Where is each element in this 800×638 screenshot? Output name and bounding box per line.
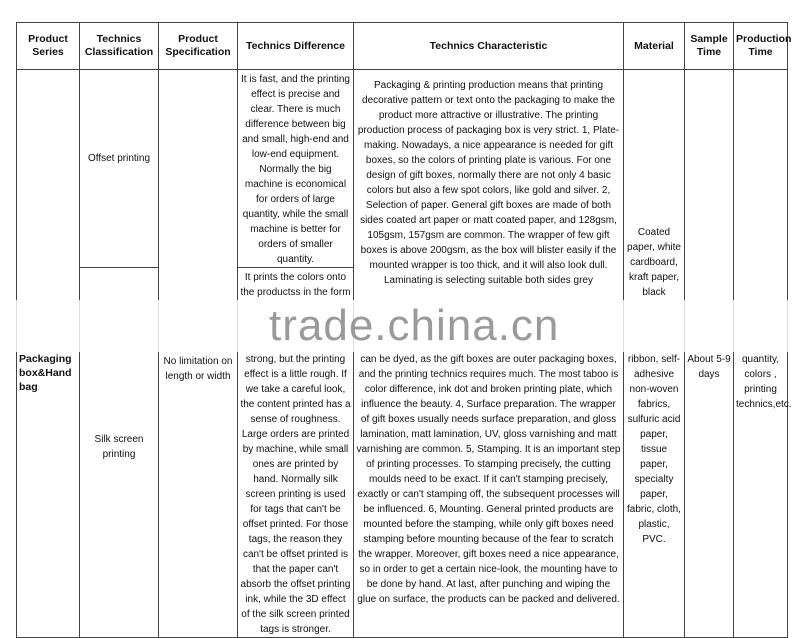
production-time-cell (734, 352, 792, 638)
header-sample-time: Sample Time (685, 23, 734, 70)
table-row-offset (17, 70, 788, 268)
material-part2: ribbon, self-adhesive non-woven fabrics, sulfuric acid paper, tissue paper, specialty paper, fabric, cloth, plastic, PVC. (624, 352, 685, 638)
band-cell (734, 300, 788, 352)
classification-offset: Offset printing (80, 70, 159, 268)
characteristic-part2: can be dyed, as the gift boxes are outer packaging boxes, and the printing technics requires much. The most taboo is color difference, ink dot and broken printing plate, which influence the beauty. 4, Surface preparation. The wrapper of gift boxes usually needs surface preparation, and gloss lamination, matt lamination, UV, gloss varnishing and matt varnishing are common. 5, Stamping. It is an important step of printing processes. To stamping precisely, the cutting moulds need to be exact. If it can't stamping precisely, exactly or can't stamping off, the subsequent processes will be influenced. 6, Mounting. General printed products are mounted before the stamping, while only gift boxes need stamping before mounting because of the fear to scratch the wrapper. Moreover, gift boxes need a nice appearance, so in order to get a certain nice-look, the mounting have to be done by hand. At last, after punching and wiping the glue on surface, the products can be packed and delivered. (354, 352, 624, 638)
header-technics-classification: Technics Classification (80, 23, 159, 70)
product-series-cell (17, 352, 80, 638)
band-cell (159, 300, 238, 352)
classification-silk-screen-text: Silk screen printing (94, 434, 144, 460)
watermark-band (17, 300, 788, 352)
header-product-specification: Product Specification (159, 23, 238, 70)
sample-time-cell-top (685, 70, 734, 301)
watermark-text: trade.china.cn (269, 301, 560, 350)
product-series-cell-top (17, 70, 80, 301)
specification-cell-top (159, 70, 238, 301)
material-part1: Coated paper, white cardboard, kraft paper, black (624, 70, 685, 301)
specification-cell (159, 352, 238, 638)
band-cell-watermark (269, 300, 624, 352)
header-material: Material (624, 23, 685, 70)
band-cell (80, 300, 159, 352)
header-row (17, 23, 788, 70)
difference-silk-part1: It prints the colors onto the productss in the form (238, 268, 354, 301)
production-time-cell-top (734, 70, 788, 301)
header-technics-difference: Technics Difference (238, 23, 354, 70)
sample-time: About 5-9 days (687, 354, 731, 380)
specification: No limitation on length or width (163, 356, 233, 382)
difference-silk-part2: strong, but the printing effect is a little rough. If we take a careful look, the content printed has a sense of roughness. Large orders are printed by machine, while small ones are printed by hand. Normally silk screen printing is used for tags that can't be offset printed. For those tags, the reason they can't be offset printed is that the paper can't absorb the offset printing ink, while the 3D effect of the silk screen printed tags is stronger. (238, 352, 354, 638)
characteristic-part1: Packaging & printing production means that printing decorative pattern or text onto the packaging to make the product more attractive or illustrative. The printing production process of packaging box is very strict. 1, Plate-making. Nowadays, a nice appearance is needed for gift boxes, so the colors of printing plate is various. For one design of gift boxes, normally there are not only 4 basic colors but also a few spot colors, like gold and silver. 2, Selection of paper. General gift boxes are made of both sides coated art paper or matt coated paper, and 128gsm, 105gsm, 157gsm are common. The wrapper of few gift boxes is above 200gsm, as the box will blister easily if the mounted wrapper is too thick, and it will also look dull. Laminating is selecting suitable both sides grey (354, 70, 624, 301)
product-series: Packaging box&Hand bag (19, 353, 72, 393)
difference-offset: It is fast, and the printing effect is precise and clear. There is much difference between big and small, high-end and low-end equipment. Normally the big machine is economical for orders of large quantity, while the small machine is better for orders of smaller quantity. (238, 70, 354, 268)
band-cell (17, 300, 80, 352)
classification-silk-screen (80, 352, 159, 638)
header-production-time: Production Time (734, 23, 788, 70)
production-time: quantity, colors , printing technics,etc. (736, 354, 792, 410)
sample-time-cell (685, 352, 734, 638)
product-table (16, 22, 792, 638)
band-cell (685, 300, 734, 352)
header-technics-characteristic: Technics Characteristic (354, 23, 624, 70)
band-cell (624, 300, 685, 352)
table-row-silk-screen (17, 352, 788, 638)
classification-silk-top (80, 268, 159, 301)
header-product-series: Product Series (17, 23, 80, 70)
